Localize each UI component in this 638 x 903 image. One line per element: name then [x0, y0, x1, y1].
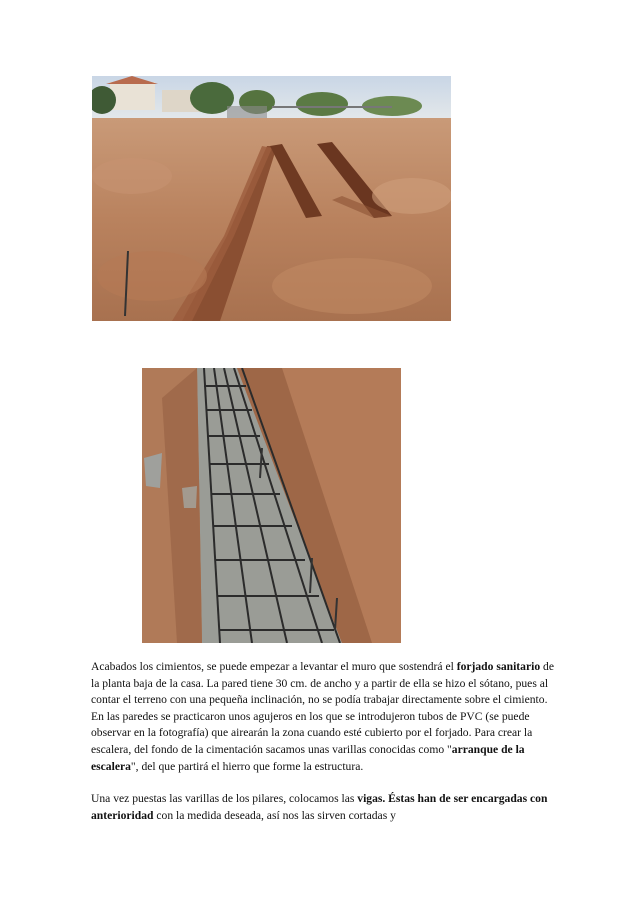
p2-bold-vigas: vigas. Éstas han de ser encargadas con anterioridad — [91, 792, 548, 822]
p2-text-1: Una vez puestas las varillas de los pilares, colocamos las — [91, 792, 358, 806]
p1-bold-arranque: arranque de la escalera — [91, 742, 525, 773]
trench-excavation-photo — [92, 76, 451, 321]
p1-bold-forjado: forjado sanitario — [456, 660, 541, 673]
p1-text-1: Acabados los cimientos, se puede empezar a levantar el muro que sostendrá el — [91, 660, 457, 673]
paragraph-2 — [91, 791, 561, 824]
rebar-cage-trench-photo — [142, 368, 401, 643]
paragraph-1 — [91, 659, 561, 775]
p1-text-3: ", del que partirá el hierro que forme la estructura. — [130, 759, 364, 773]
body-text — [91, 659, 561, 840]
p1-text-2: de la planta baja de la casa. La pared tiene 30 cm. de ancho y a partir de ella se hizo el sótano, pues al contar el terreno con una pequeña inclinación, no se podía trabajar directamente sobre el cimiento. En las paredes se practicaron unos agujeros en los que se introdujeron tubos de PVC (se puede observar en la fotografía) que airearán la zona cuando esté cubierto por el forjado. Para crear la escalera, del fondo de la cimentación sacamos unas varillas conocidas como " — [91, 660, 554, 756]
p2-text-2: con la medida deseada, así nos las sirven cortadas y — [153, 808, 396, 822]
